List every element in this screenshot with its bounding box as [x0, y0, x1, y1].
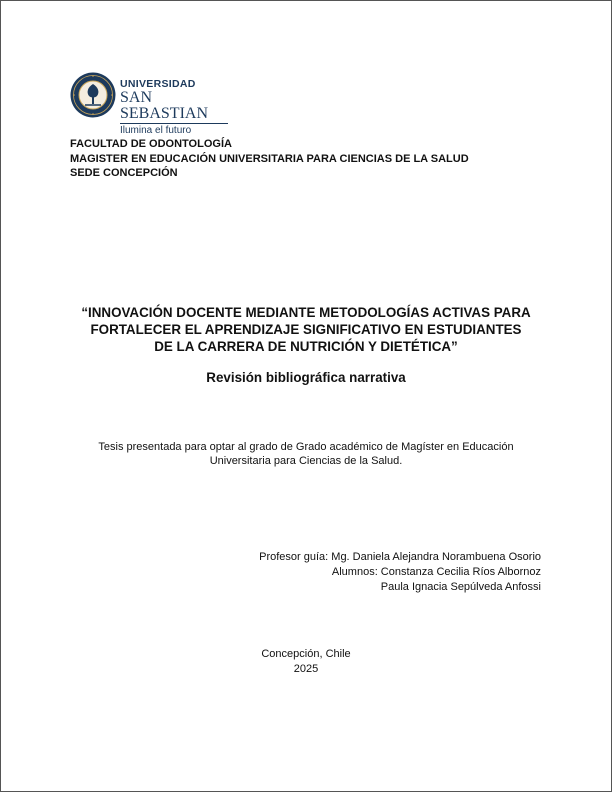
- title-line: DE LA CARRERA DE NUTRICIÓN Y DIETÉTICA”: [154, 339, 458, 354]
- program-name: MAGISTER EN EDUCACIÓN UNIVERSITARIA PARA CIENCIAS DE LA SALUD: [70, 152, 469, 165]
- university-logo: [70, 72, 230, 136]
- degree-statement: [40, 440, 572, 468]
- logo-university-name: SAN SEBASTIAN: [120, 89, 209, 122]
- students-line: Alumnos: Constanza Cecilia Ríos Albornoz: [331, 566, 541, 578]
- student-line: Paula Ignacia Sepúlveda Anfossi: [380, 581, 541, 593]
- degree-line: Tesis presentada para optar al grado de Grado académico de Magíster en Educación: [98, 441, 514, 453]
- place-date: [200, 647, 412, 677]
- faculty-name: FACULTAD DE ODONTOLOGÍA: [70, 138, 232, 150]
- thesis-title: [40, 304, 572, 355]
- university-seal-icon: [70, 72, 116, 118]
- degree-line: Universitaria para Ciencias de la Salud.: [209, 455, 403, 467]
- thesis-subtitle: Revisión bibliográfica narrativa: [206, 370, 406, 385]
- advisor-line: Profesor guía: Mg. Daniela Alejandra Norambuena Osorio: [259, 551, 541, 563]
- campus-name: SEDE CONCEPCIÓN: [70, 167, 178, 179]
- year-label: 2025: [293, 663, 319, 675]
- title-line: “INNOVACIÓN DOCENTE MEDIANTE METODOLOGÍAS ACTIVAS PARA: [81, 305, 531, 320]
- faculty-header: [70, 137, 469, 181]
- logo-tagline: Ilumina el futuro: [120, 125, 192, 136]
- city-label: Concepción, Chile: [261, 648, 351, 660]
- logo-university-label: UNIVERSIDAD: [120, 78, 196, 90]
- authors-block: [200, 550, 541, 595]
- title-line: FORTALECER EL APRENDIZAJE SIGNIFICATIVO EN ESTUDIANTES: [90, 322, 522, 337]
- logo-divider: [120, 123, 228, 124]
